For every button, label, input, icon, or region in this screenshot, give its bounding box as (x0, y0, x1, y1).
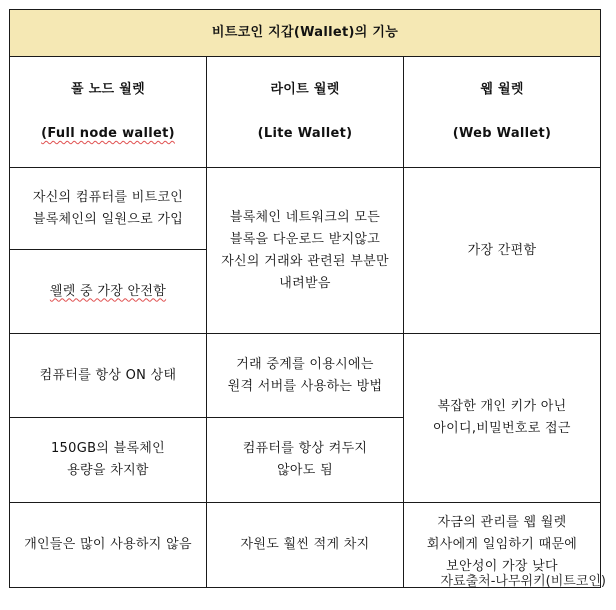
column-header-full-node (10, 57, 207, 168)
full-node-cell-3: 컴퓨터를 항상 ON 상태 (10, 334, 207, 418)
lite-cell-1: 블록체인 네트워크의 모든 블록을 다운로드 받지않고 자신의 거래와 관련된 부분만 내려받음 (207, 168, 404, 334)
full-node-cell-5: 개인들은 많이 사용하지 않음 (10, 503, 207, 588)
table-title: 비트코인 지갑(Wallet)의 기능 (10, 10, 601, 57)
full-node-name: 풀 노드 월렛 (71, 82, 145, 97)
web-eng: (Web Wallet) (452, 126, 552, 141)
web-name: 웹 월렛 (480, 82, 524, 97)
wallet-comparison-table (9, 9, 601, 588)
web-cell-2: 복잡한 개인 키가 아닌 아이디,비밀번호로 접근 (404, 334, 601, 503)
column-header-lite (207, 57, 404, 168)
web-cell-1: 가장 간편함 (404, 168, 601, 334)
full-node-cell-4: 150GB의 블록체인 용량을 차지함 (10, 418, 207, 503)
full-node-eng: (Full node wallet) (41, 126, 175, 141)
full-node-cell-2-text: 웰렛 중 가장 안전함 (49, 283, 167, 299)
source-caption: 자료출처-나무위키(비트코인) (440, 574, 606, 589)
column-header-web (404, 57, 601, 168)
lite-cell-2: 거래 중계를 이용시에는 원격 서버를 사용하는 방법 (207, 334, 404, 418)
lite-name: 라이트 월렛 (270, 82, 340, 97)
lite-eng: (Lite Wallet) (257, 126, 353, 141)
full-node-cell-2 (10, 250, 207, 334)
full-node-cell-1: 자신의 컴퓨터를 비트코인 블록체인의 일원으로 가입 (10, 168, 207, 250)
lite-cell-4: 자원도 훨씬 적게 차지 (207, 503, 404, 588)
lite-cell-3: 컴퓨터를 항상 켜두지 않아도 됨 (207, 418, 404, 503)
web-cell-3: 자금의 관리를 웹 월렛 회사에게 일임하기 때문에 보안성이 가장 낮다 (404, 503, 601, 588)
